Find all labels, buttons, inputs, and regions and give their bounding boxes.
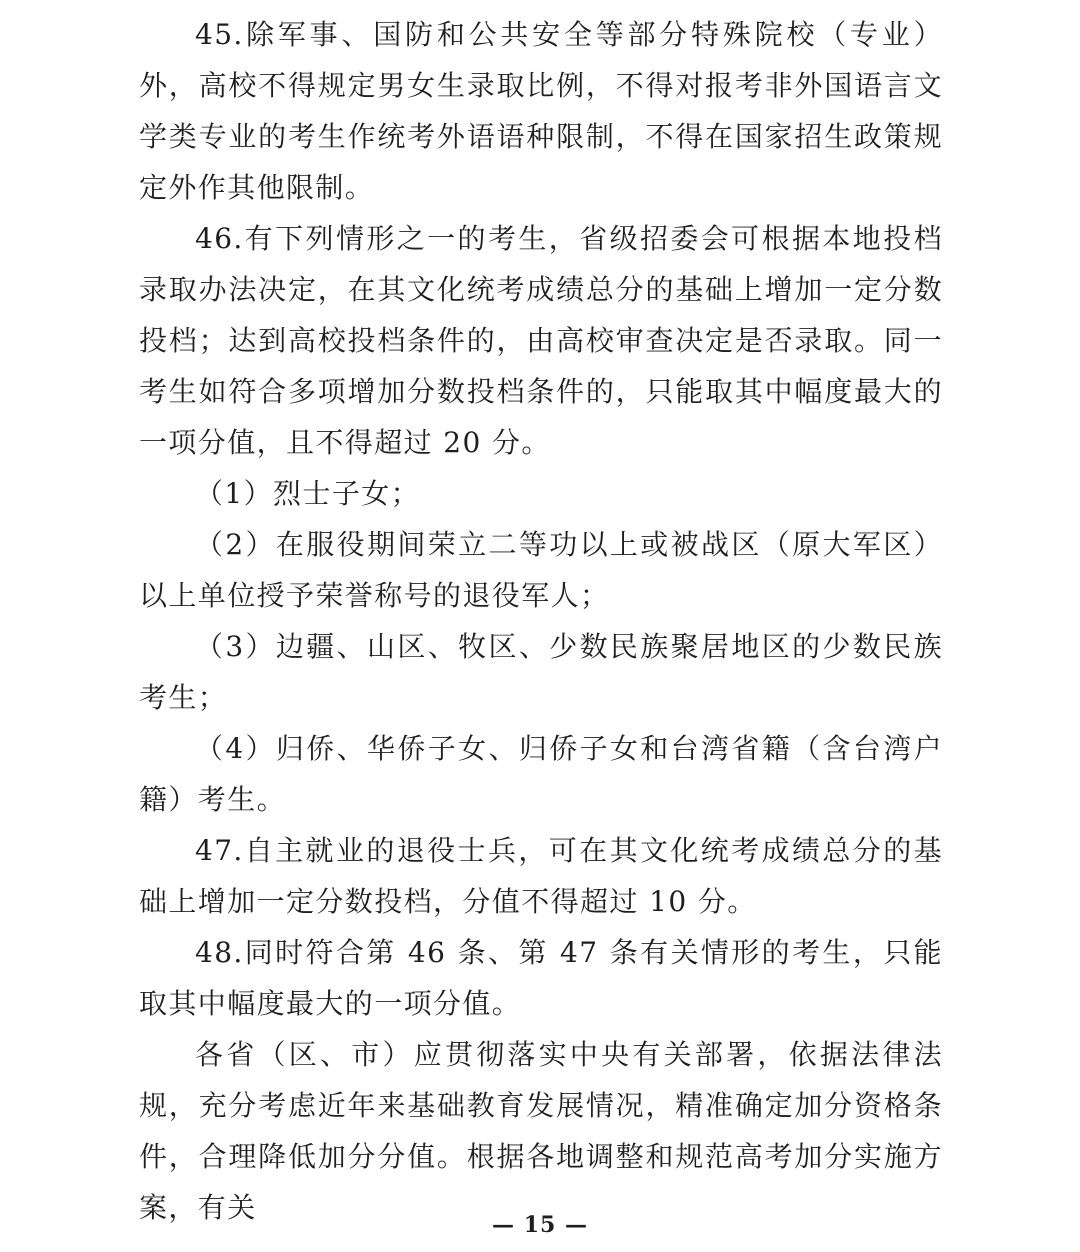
- paragraph-article-48: 48.同时符合第 46 条、第 47 条有关情形的考生，只能取其中幅度最大的一项分值。: [139, 936, 943, 1020]
- paragraph-provinces: 各省（区、市）应贯彻落实中央有关部署，依据法律法规，充分考虑近年来基础教育发展情况，精准确定加分资格条件，合理降低加分分值。根据各地调整和规范高考加分实施方案，有关: [139, 1038, 943, 1224]
- list-item-1: （1）烈士子女；: [195, 477, 421, 510]
- paragraph-article-46: 46.有下列情形之一的考生，省级招委会可根据本地投档录取办法决定，在其文化统考成绩总分的基础上增加一定分数投档；达到高校投档条件的，由高校审查决定是否录取。同一考生如符合多项增加分数投档条件的，只能取其中幅度最大的一项分值，且不得超过 20 分。: [139, 222, 943, 459]
- paragraph-article-47: 47.自主就业的退役士兵，可在其文化统考成绩总分的基础上增加一定分数投档，分值不得超过 10 分。: [139, 834, 943, 918]
- list-item-4: （4）归侨、华侨子女、归侨子女和台湾省籍（含台湾户籍）考生。: [139, 732, 943, 816]
- page-number: — 15 —: [492, 1212, 588, 1238]
- document-body: [139, 9, 943, 1233]
- list-item-3: （3）边疆、山区、牧区、少数民族聚居地区的少数民族考生；: [139, 630, 943, 714]
- paragraph-article-45: 45.除军事、国防和公共安全等部分特殊院校（专业）外，高校不得规定男女生录取比例，不得对报考非外国语言文学类专业的考生作统考外语语种限制，不得在国家招生政策规定外作其他限制。: [139, 18, 943, 204]
- list-item-2: （2）在服役期间荣立二等功以上或被战区（原大军区）以上单位授予荣誉称号的退役军人；: [139, 528, 943, 612]
